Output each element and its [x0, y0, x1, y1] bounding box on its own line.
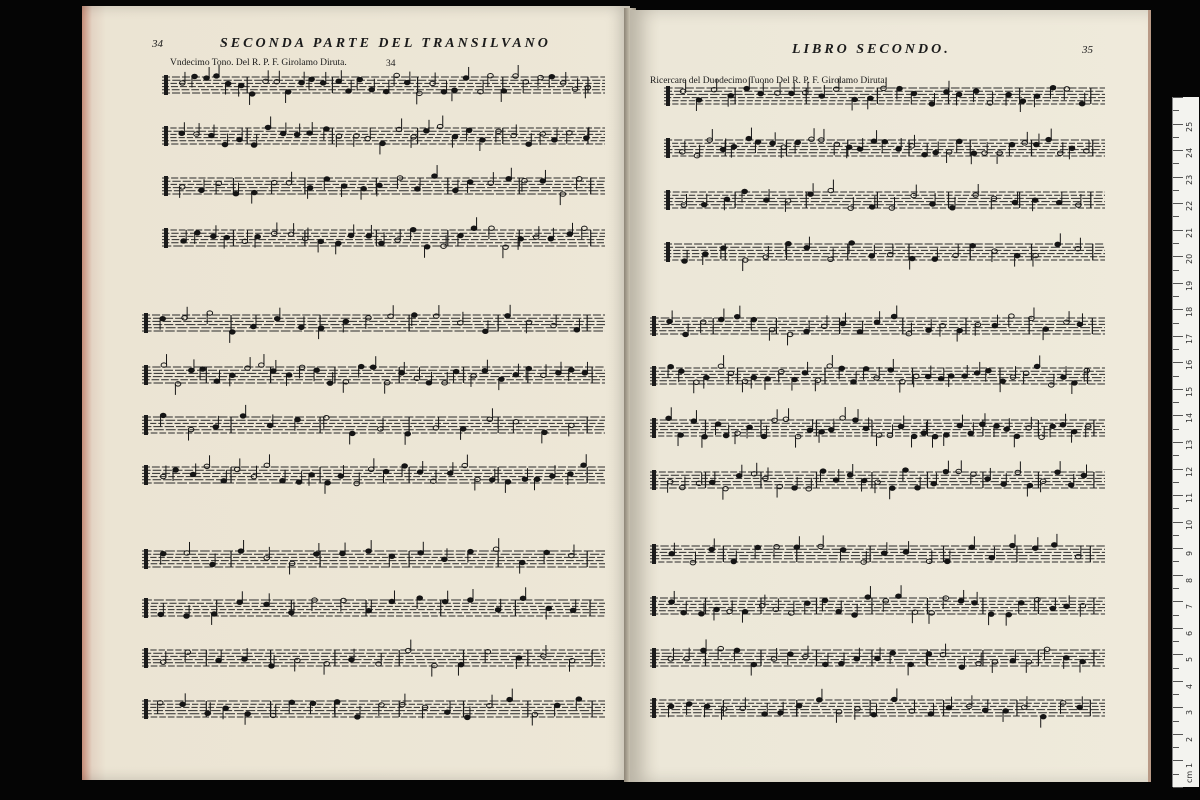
ruler-tick — [1173, 110, 1179, 111]
ruler-tick — [1173, 97, 1183, 98]
ruler-tick — [1173, 270, 1179, 271]
ruler-tick — [1173, 203, 1183, 204]
ruler-tick — [1173, 243, 1179, 244]
ruler-tick — [1173, 190, 1179, 191]
ruler-tick — [1173, 615, 1179, 616]
ruler-tick — [1173, 362, 1183, 363]
ruler-label: 14 — [1185, 413, 1194, 424]
ruler-tick — [1173, 495, 1183, 496]
ruler-label: 17 — [1185, 333, 1194, 344]
ruler-tick — [1173, 787, 1183, 788]
ruler-tick — [1173, 216, 1179, 217]
ruler-tick — [1173, 376, 1179, 377]
ruler-tick — [1173, 230, 1183, 231]
ruler-tick — [1173, 150, 1183, 151]
music-staff — [650, 688, 1105, 727]
ruler-tick — [1173, 747, 1179, 748]
ruler-tick — [1173, 774, 1179, 775]
ruler-tick — [1173, 163, 1179, 164]
ruler-tick — [1173, 137, 1179, 138]
music-staff — [142, 305, 605, 343]
ruler-label: 25 — [1185, 121, 1194, 132]
ruler-tick — [1173, 641, 1179, 642]
ruler-label: 12 — [1185, 466, 1194, 477]
left-page-number: 34 — [152, 38, 163, 50]
ruler-tick — [1173, 415, 1183, 416]
music-staff — [650, 355, 1105, 394]
ruler-tick — [1173, 402, 1179, 403]
music-staff — [142, 587, 605, 625]
music-staff — [650, 460, 1105, 499]
ruler-tick — [1173, 548, 1183, 549]
right-running-head: LIBRO SECONDO. — [792, 42, 951, 57]
music-staff — [162, 116, 605, 155]
ruler-tick — [1173, 508, 1179, 509]
left-subtitle: Vndecimo Tono. Del R. P. F. Girolamo Diruta. — [170, 58, 347, 68]
ruler-label: 11 — [1185, 492, 1194, 504]
music-staff — [142, 538, 605, 574]
music-staff — [650, 639, 1105, 675]
ruler-label: 15 — [1185, 386, 1194, 397]
ruler-tick — [1173, 296, 1179, 297]
ruler-label: 8 — [1185, 577, 1194, 583]
ruler-label: 3 — [1185, 710, 1194, 716]
right-page-number: 35 — [1082, 44, 1093, 56]
music-staff — [664, 180, 1105, 212]
music-staff — [142, 354, 605, 395]
ruler-tick — [1173, 469, 1183, 470]
music-staff — [650, 305, 1105, 345]
left-running-head: SECONDA PARTE DEL TRANSILVANO — [220, 36, 551, 51]
ruler-tick — [1173, 349, 1179, 350]
music-staff — [664, 233, 1105, 271]
ruler-tick — [1173, 482, 1179, 483]
ruler-tick — [1173, 442, 1183, 443]
ruler-tick — [1173, 561, 1179, 562]
ruler-tick — [1173, 177, 1183, 178]
ruler-tick — [1173, 455, 1179, 456]
ruler-label: 18 — [1185, 307, 1194, 318]
music-staff — [162, 65, 605, 105]
ruler-tick — [1173, 588, 1179, 589]
ruler-tick — [1173, 734, 1183, 735]
music-staff — [162, 217, 605, 258]
ruler-label: 2 — [1185, 736, 1194, 742]
ruler-tick — [1173, 694, 1179, 695]
music-staff — [650, 585, 1105, 625]
measuring-ruler — [1172, 97, 1199, 787]
ruler-tick — [1173, 721, 1179, 722]
ruler-tick — [1173, 522, 1183, 523]
ruler-tick — [1173, 575, 1183, 576]
right-subtitle: Ricercare del Duodecimo Tuono Del R. P. F. Girolamo Diruta. — [650, 76, 887, 86]
ruler-tick — [1173, 323, 1179, 324]
ruler-unit-label: cm — [1185, 770, 1194, 783]
ruler-tick — [1173, 336, 1183, 337]
ruler-label: 24 — [1185, 147, 1194, 159]
music-staff — [142, 454, 605, 494]
ruler-tick — [1173, 389, 1183, 390]
ruler-tick — [1173, 309, 1183, 310]
ruler-tick — [1173, 283, 1183, 284]
ruler-tick — [1173, 124, 1183, 125]
music-staff — [142, 689, 605, 726]
ruler-label: 10 — [1185, 519, 1194, 530]
ruler-label: 1 — [1185, 763, 1194, 769]
ruler-label: 9 — [1185, 551, 1194, 557]
music-staff — [664, 77, 1105, 112]
ruler-tick — [1173, 429, 1179, 430]
ruler-tick — [1173, 760, 1183, 761]
music-staff — [664, 128, 1105, 165]
ruler-tick — [1173, 654, 1183, 655]
left-inline-number: 34 — [386, 59, 396, 69]
ruler-tick — [1173, 601, 1183, 602]
music-staff — [142, 405, 605, 445]
ruler-tick — [1173, 668, 1179, 669]
ruler-tick — [1173, 535, 1179, 536]
ruler-label: 7 — [1185, 604, 1194, 610]
ruler-tick — [1173, 681, 1183, 682]
ruler-label: 19 — [1185, 280, 1194, 291]
music-staff — [162, 165, 605, 205]
ruler-label: 20 — [1185, 254, 1194, 265]
music-staff — [650, 407, 1105, 448]
music-staff — [650, 534, 1105, 565]
music-staff — [142, 640, 605, 677]
ruler-tick — [1173, 628, 1183, 629]
ruler-tick — [1173, 256, 1183, 257]
ruler-label: 16 — [1185, 360, 1194, 371]
ruler-label: 13 — [1185, 439, 1194, 450]
ruler-label: 4 — [1185, 683, 1194, 689]
ruler-tick — [1173, 707, 1183, 708]
ruler-label: 23 — [1185, 174, 1194, 185]
ruler-label: 22 — [1185, 200, 1194, 212]
ruler-label: 6 — [1185, 630, 1194, 636]
ruler-label: 21 — [1185, 227, 1194, 238]
ruler-label: 5 — [1185, 657, 1194, 663]
